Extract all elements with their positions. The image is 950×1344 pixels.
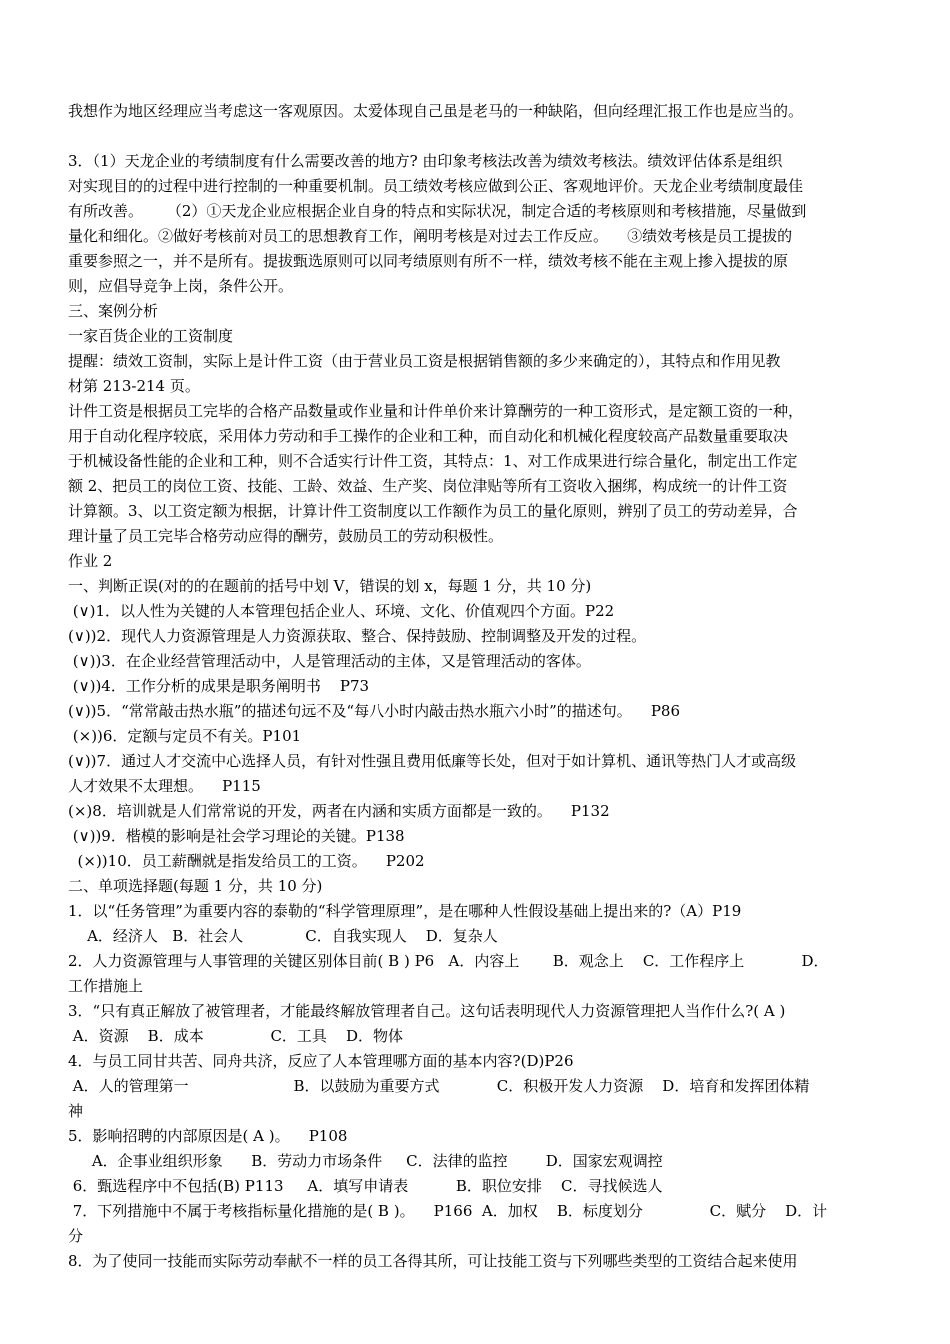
text-line: 额 2、把员工的岗位工资、技能、工龄、效益、生产奖、岗位津贴等所有工资收入捆绑，构成统一的计件工资 (68, 477, 788, 495)
section-heading: 三、案例分析 (68, 302, 159, 320)
question-line: 1．以“任务管理”为重要内容的泰勒的“科学管理原理”，是在哪种人性假设基础上提出来的?（A）P19 (68, 902, 742, 920)
question-line: 2．人力资源管理与人事管理的关键区别体目前( B ) P6 A．内容上 B．观念上 C．工作程序上 D． (68, 952, 829, 970)
text-line: 材第 213-214 页。 (68, 377, 200, 395)
question-line: 5．影响招聘的内部原因是( A )。 P108 (68, 1127, 348, 1145)
assignment-heading: 作业 2 (68, 552, 113, 570)
text-line: 理计量了员工完毕合格劳动应得的酬劳，鼓励员工的劳动积极性。 (68, 527, 504, 545)
text-line: 对实现目的的过程中进行控制的一种重要机制。员工绩效考核应做到公正、客观地评价。天龙企业考绩制度最佳 (68, 177, 804, 195)
options-line: A．人的管理第一 B．以鼓励为重要方式 C．积极开发人力资源 D．培育和发挥团体精 (68, 1077, 810, 1095)
case-title: 一家百货企业的工资制度 (68, 327, 234, 345)
question-line: (∨))9．楷模的影响是社会学习理论的关键。P138 (68, 827, 405, 845)
question-line: 3．“只有真正解放了被管理者，才能最终解放管理者自己。这句话表明现代人力资源管理把人当作什么?( A ) (68, 1002, 786, 1020)
question-line: (∨))4．工作分析的成果是职务阐明书 P73 (68, 677, 370, 695)
text-line: 用于自动化程序较底，采用体力劳动和手工操作的企业和工种，而自动化和机械化程度较高产品数量重要取决 (68, 427, 789, 445)
options-line: 神 (68, 1102, 84, 1120)
question-line: 6．甄选程序中不包括(B) P113 A．填写申请表 B．职位安排 C．寻找候选人 (68, 1177, 663, 1195)
options-line: A．经济人 B．社会人 C．自我实现人 D．复杂人 (68, 927, 498, 945)
text-line: 有所改善。 （2）①天龙企业应根据企业自身的特点和实际状况，制定合适的考核原则和考核措施，尽量做到 (68, 202, 807, 220)
section-heading: 一、判断正误(对的的在题前的括号中划 V，错误的划 x，每题 1 分，共 10 分) (68, 577, 592, 595)
text-line: 重要参照之一，并不是所有。提拔甄选原则可以同考绩原则有所不一样，绩效考核不能在主观上掺入提拔的原 (68, 252, 789, 270)
text-line: 3．（1）天龙企业的考绩制度有什么需要改善的地方? 由印象考核法改善为绩效考核法。绩效评估体系是组织 (68, 152, 783, 170)
options-line: 分 (68, 1227, 84, 1245)
options-line: A．资源 B．成本 C．工具 D．物体 (68, 1027, 404, 1045)
question-line: 4．与员工同甘共苦、同舟共济，反应了人本管理哪方面的基本内容?(D)P26 (68, 1052, 574, 1070)
text-line: 计件工资是根据员工完毕的合格产品数量或作业量和计件单价来计算酬劳的一种工资形式，是定额工资的一种， (68, 402, 804, 420)
question-line: (∨))7．通过人才交流中心选择人员，有针对性强且费用低廉等长处，但对于如计算机、通讯等热门人才或高级 (68, 752, 797, 770)
question-line: 7．下列措施中不属于考核指标量化措施的是( B )。 P166 A．加权 B．标度划分 C．赋分 D．计 (68, 1202, 828, 1220)
section-heading: 二、单项选择题(每题 1 分，共 10 分) (68, 877, 323, 895)
text-line: 提醒：绩效工资制，实际上是计件工资（由于营业员工资是根据销售额的多少来确定的），其特点和作用见教 (68, 352, 781, 370)
text-line: 则，应倡导竞争上岗，条件公开。 (68, 277, 294, 295)
options-line: A．企事业组织形象 B．劳动力市场条件 C．法律的监控 D．国家宏观调控 (68, 1152, 663, 1170)
question-line: (∨))3．在企业经营管理活动中，人是管理活动的主体，又是管理活动的客体。 (68, 652, 591, 670)
question-line: (×))6．定额与定员不有关。P101 (68, 727, 302, 745)
question-line: 8．为了使同一技能而实际劳动奉献不一样的员工各得其所，可让技能工资与下列哪些类型的工资结合起来使用 (68, 1252, 798, 1270)
text-line: 我想作为地区经理应当考虑这一客观原因。太爱体现自己虽是老马的一种缺陷，但向经理汇报工作也是应当的。 (68, 102, 804, 120)
text-line: 计算额。3、以工资定额为根据，计算计件工资制度以工作额作为员工的量化原则，辨别了员工的劳动差异，合 (68, 502, 798, 520)
question-line: 人才效果不太理想。 P115 (68, 777, 261, 795)
question-line: (∨)1．以人性为关键的人本管理包括企业人、环境、文化、价值观四个方面。P22 (68, 602, 615, 620)
text-line: 量化和细化。②做好考核前对员工的思想教育工作，阐明考核是对过去工作反应。 ③绩效考核是员工提拔的 (68, 227, 793, 245)
question-line: (×)8．培训就是人们常常说的开发，两者在内涵和实质方面都是一致的。 P132 (68, 802, 610, 820)
text-line: 于机械设备性能的企业和工种，则不合适实行计件工资，其特点：1、对工作成果进行综合量化，制定出工作定 (68, 452, 798, 470)
question-line: (∨))2．现代人力资源管理是人力资源获取、整合、保持鼓励、控制调整及开发的过程。 (68, 627, 647, 645)
question-line: (∨))5．“常常敲击热水瓶”的描述句远不及“每八小时内敲击热水瓶六小时”的描述句。 P86 (68, 702, 681, 720)
options-line: 工作措施上 (68, 977, 144, 995)
question-line: (×))10．员工薪酬就是指发给员工的工资。 P202 (68, 852, 425, 870)
